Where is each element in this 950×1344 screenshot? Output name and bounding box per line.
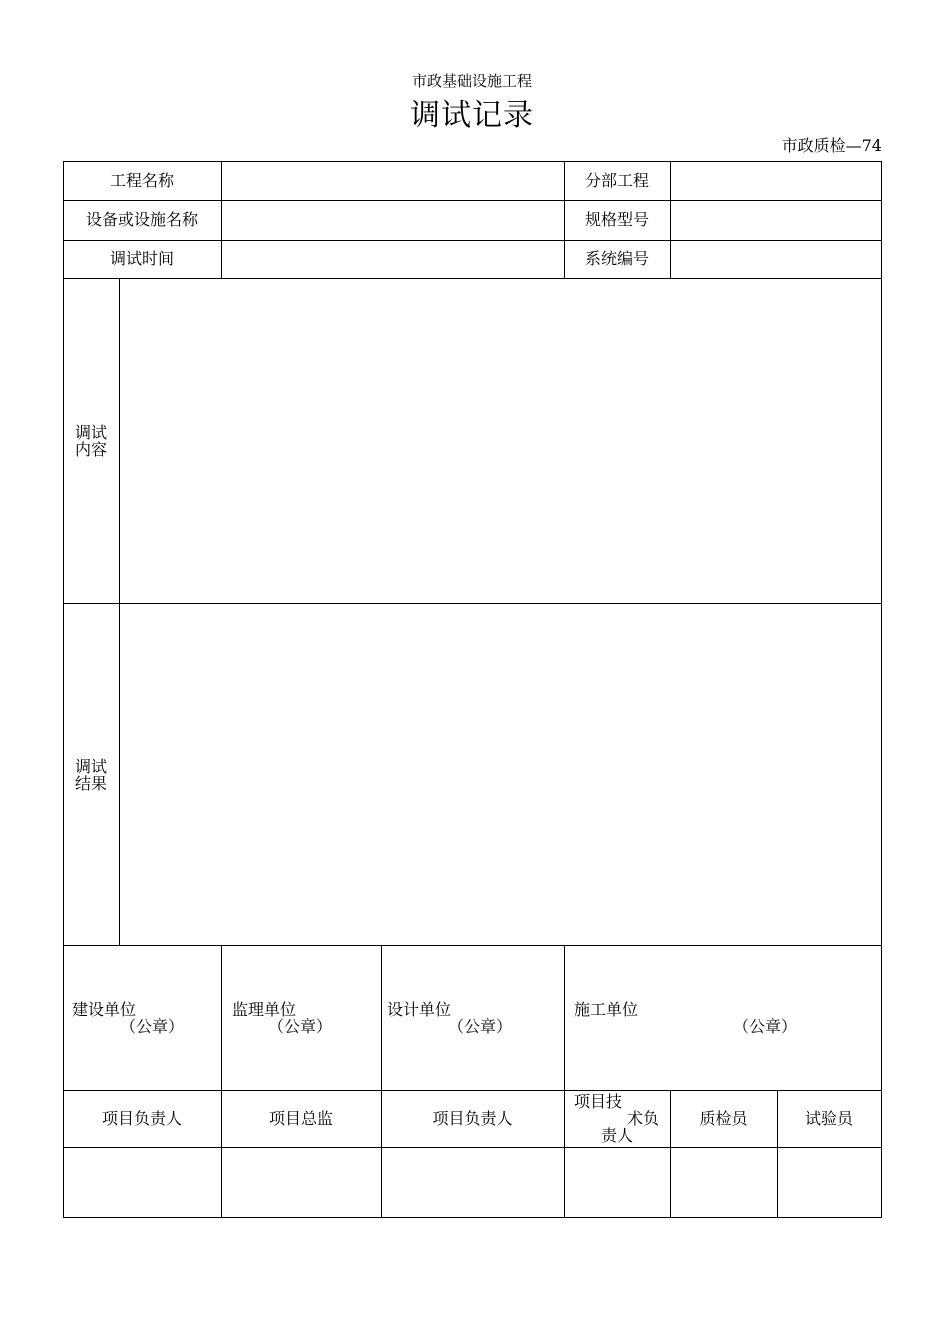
construction-lead-label: 项目负责人 — [101, 1109, 182, 1128]
table-top-border — [63, 161, 882, 162]
column-divider — [119, 278, 120, 946]
test-result-label — [71, 758, 111, 792]
chief-supervisor-label: 项目总监 — [268, 1109, 333, 1128]
sub-project-label: 分部工程 — [584, 171, 649, 190]
tech-lead-label-line1: 项目技 — [574, 1092, 623, 1111]
label-line: 内容 — [74, 440, 107, 459]
supervision-unit-seal: （公章） — [268, 1017, 333, 1036]
test-content-label — [71, 424, 111, 458]
tester-label: 试验员 — [804, 1109, 853, 1128]
builder-unit-seal: （公章） — [733, 1017, 798, 1036]
system-number-label: 系统编号 — [584, 249, 649, 268]
table-left-border — [63, 161, 64, 1218]
design-unit-seal: （公章） — [448, 1017, 513, 1036]
label-line: 结果 — [74, 774, 107, 793]
row-divider — [63, 240, 882, 241]
table-right-border — [881, 161, 882, 1218]
document-subtitle: 市政基础设施工程 — [411, 72, 532, 90]
row-divider — [63, 603, 882, 604]
chief-supervisor-signature-field[interactable] — [222, 1148, 381, 1217]
test-result-field[interactable] — [126, 610, 874, 940]
builder-unit-label: 施工单位 — [574, 1000, 639, 1019]
tech-lead-signature-field[interactable] — [565, 1148, 670, 1217]
model-label: 规格型号 — [584, 210, 649, 229]
label-line: 调试 — [74, 757, 107, 776]
quality-inspector-label: 质检员 — [699, 1109, 748, 1128]
form-code: 市政质检—74 — [781, 136, 882, 155]
row-divider — [63, 278, 882, 279]
test-content-field[interactable] — [126, 285, 874, 597]
tech-lead-label-line2: 术负 — [627, 1109, 660, 1128]
tech-lead-label-line3: 责人 — [601, 1126, 634, 1145]
column-divider — [221, 161, 222, 279]
table-bottom-border — [63, 1217, 882, 1218]
equipment-name-label: 设备或设施名称 — [85, 210, 198, 229]
construction-unit-seal: （公章） — [120, 1017, 185, 1036]
document-title: 调试记录 — [410, 98, 534, 133]
project-name-label: 工程名称 — [109, 171, 174, 190]
design-unit-label: 设计单位 — [387, 1000, 452, 1019]
quality-inspector-signature-field[interactable] — [671, 1148, 777, 1217]
tester-signature-field[interactable] — [778, 1148, 881, 1217]
design-lead-label: 项目负责人 — [432, 1109, 513, 1128]
design-lead-signature-field[interactable] — [382, 1148, 564, 1217]
row-divider — [63, 1090, 882, 1091]
test-time-label: 调试时间 — [109, 249, 174, 268]
supervision-unit-label: 监理单位 — [232, 1000, 297, 1019]
construction-lead-signature-field[interactable] — [64, 1148, 221, 1217]
row-divider — [63, 945, 882, 946]
row-divider — [63, 200, 882, 201]
label-line: 调试 — [74, 423, 107, 442]
column-divider — [670, 161, 671, 279]
construction-unit-label: 建设单位 — [72, 1000, 137, 1019]
